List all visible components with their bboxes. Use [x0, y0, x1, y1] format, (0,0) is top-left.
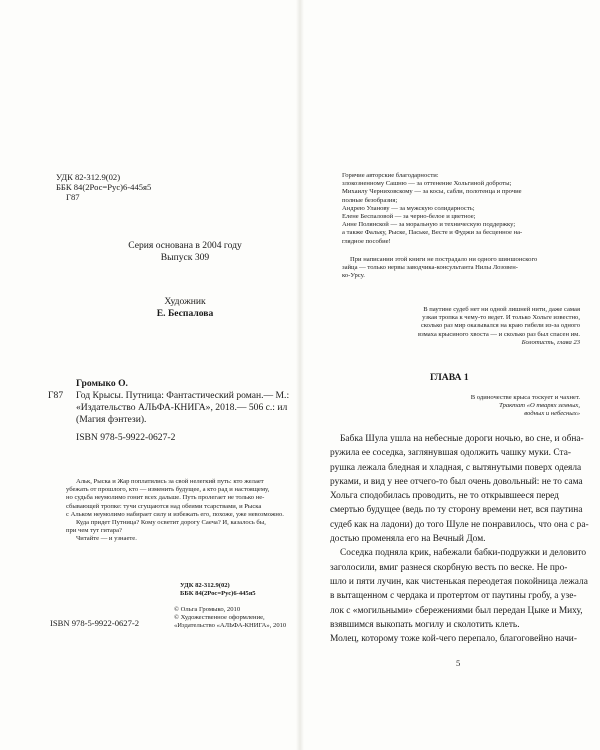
thanks-line: Елене Беспаловой — за черно-белое и цветное;	[342, 213, 476, 221]
epigraph-source: Болотисть, глава 23	[521, 338, 580, 346]
copyright-line: «Издательство «АЛЬФА-КНИГА», 2010	[174, 622, 287, 630]
catalog-line: Год Крысы. Путница: Фантастический роман.— М.:	[76, 390, 290, 401]
body-line: Молец, которому тоже кой-чего перепало, благоговейно начи-	[330, 634, 577, 645]
annotation-line: Куда придет Путница? Кому осветит дорогу Саеча? И, казалось бы,	[76, 519, 266, 527]
body-line: шло и пяти лучин, как чистенькая переодетая покойница лежала	[330, 576, 588, 587]
udk-code: УДК 82-312.9(02)	[56, 172, 121, 182]
annotation	[66, 478, 296, 544]
chapter-epigraph-source: водных и небесных»	[524, 410, 580, 418]
chapter-epigraph	[340, 394, 580, 419]
body-line: в вытащенном с чердака и протертом от паутины гробу, а узе-	[330, 591, 577, 602]
thanks-line: полные безобразия;	[342, 196, 398, 204]
catalog-line: «Издательство АЛЬФА-КНИГА», 2018.— 506 с.: ил	[76, 402, 288, 413]
isbn-bottom: ISBN 978-5-9922-0627-2	[50, 618, 140, 628]
note-line: зайца — только нервы заводчика-консультанта Нилы Лозовен-	[342, 264, 518, 272]
author-sign: Г87	[66, 192, 80, 202]
series-text: Серия основана в 2004 году	[128, 240, 242, 251]
body-line: ружила ее соседка, заглянувшая одолжить чашку муки. Ста-	[330, 448, 571, 459]
thanks-line: а также Фальку, Рыске, Паське, Весте и Фуджи за бесценное на-	[342, 229, 523, 237]
body-line: Соседка подняла крик, набежали бабки-подружки и деловито	[340, 548, 587, 559]
epigraph-line: В паутине судеб нет ни одной лишней нити, даже самая	[423, 306, 580, 313]
annotation-line: сбывающей тропке: тучи сгущаются над обеими тсарствами, и Рыска	[66, 502, 262, 510]
annotation-line: но судьба неумолимо гонит всех дальше. Путь пролегает не только не-	[66, 494, 265, 502]
artist-name: Е. Беспалова	[156, 308, 214, 319]
copyright-line: © Ольга Громыко, 2010	[174, 606, 241, 613]
body-line: Бабка Шула ушла на небесные дороги ночью, во сне, и обна-	[340, 434, 584, 444]
author-note	[342, 256, 578, 281]
bbk-code: ББК 84(2Рос=Рус)6-445я5	[56, 182, 152, 192]
catalog-line: (Магия фэнтези).	[76, 414, 147, 425]
copyright-line: © Художественное оформление,	[174, 614, 265, 622]
note-line: При написании этой книги не пострадало ни одного шиншонского	[350, 256, 538, 263]
artist-label: Художник	[164, 296, 206, 307]
body-line: смертью будущее (ведь по ту сторону времени нет, вся паутина	[330, 505, 583, 516]
catalog-code: Г87	[48, 390, 64, 401]
artist-block	[80, 296, 290, 320]
catalog-author: Громыко О.	[76, 378, 128, 389]
acknowledgements	[342, 172, 578, 246]
thanks-line: глядное пособие!	[342, 237, 391, 245]
issue-text: Выпуск 309	[160, 252, 210, 263]
thanks-line: Михаилу Черниховскому — за косы, сабли, полотенца и прочие	[342, 188, 522, 196]
chapter-body	[330, 432, 589, 646]
thanks-line: Андрею Уланову — за мужскую солидарность;	[342, 204, 475, 212]
annotation-line: убежать от прошлого, кто — изменить будущее, а кто рад и настоящему,	[66, 486, 270, 494]
thanks-line: Горячие авторские благодарности:	[342, 172, 439, 179]
isbn-main: ISBN 978-5-9922-0627-2	[76, 432, 176, 443]
chapter-epigraph-text: В одиночестве крыса тоскует и чахнет.	[470, 394, 580, 401]
epigraph-line: сколько раз мир оказывался на краю гибели из-за одного	[420, 322, 580, 330]
page-number: 5	[456, 658, 461, 668]
epigraph-line: взмаха крысиного хвоста — и сколько раз был спасен им.	[417, 330, 580, 338]
body-line: достью променяла его на Вечный Дом.	[330, 534, 486, 545]
thanks-line: Анне Полянской — за моральную и техническую поддержку;	[342, 221, 516, 229]
body-line: судеб как на ладони) до того Шуле не понравилось, что она с ра-	[330, 519, 589, 530]
body-line: руками, и вид у нее отчего-то был очень довольный: не то сама	[330, 476, 583, 487]
annotation-line: Читайте — и узнаете.	[76, 535, 137, 543]
udk-code: УДК 82-312.9(02)	[180, 582, 230, 589]
annotation-line: с Альком неумолимо набирает силу и избежать его, похоже, уже невозможно.	[66, 510, 284, 518]
thanks-line: злокозненному Сашню — за оттенение Хольгиной доброты;	[342, 180, 512, 188]
epigraph	[340, 306, 580, 347]
chapter-title: ГЛАВА 1	[430, 372, 469, 383]
body-line: Хольга сподобилась проводить, не то открывшееся перед	[330, 491, 559, 502]
body-line: рушка лежала бледная и хладная, с вытянутыми поверх одеяла	[330, 462, 582, 473]
classification-block	[56, 172, 151, 202]
classification-block-2	[180, 582, 256, 598]
copyright-block	[174, 606, 286, 631]
catalog-card	[48, 378, 296, 444]
series-block	[80, 240, 290, 264]
bbk-code: ББК 84(2Рос=Рус)6-445я5	[180, 590, 256, 598]
chapter-epigraph-source: Трактат «О тварях земных,	[499, 402, 580, 410]
body-line: взявшимся выкопать могилу и сколотить клеть.	[330, 619, 520, 630]
annotation-line: при чем тут гитара?	[66, 527, 122, 535]
right-page	[300, 0, 600, 750]
note-line: ко-Урсу.	[342, 272, 365, 280]
body-line: заголосили, вмиг разнеся скорбную весть по веске. Не про-	[330, 562, 568, 573]
body-line: лок с «могильными» сбережениями был передан Цыке и Миху,	[330, 605, 583, 616]
epigraph-line: узкая тропка к чему-то ведет. И только Хольге известно,	[422, 314, 580, 322]
annotation-line: Альк, Рыска и Жар поплатились за свой нелегкий путь: кто желает	[76, 478, 264, 485]
